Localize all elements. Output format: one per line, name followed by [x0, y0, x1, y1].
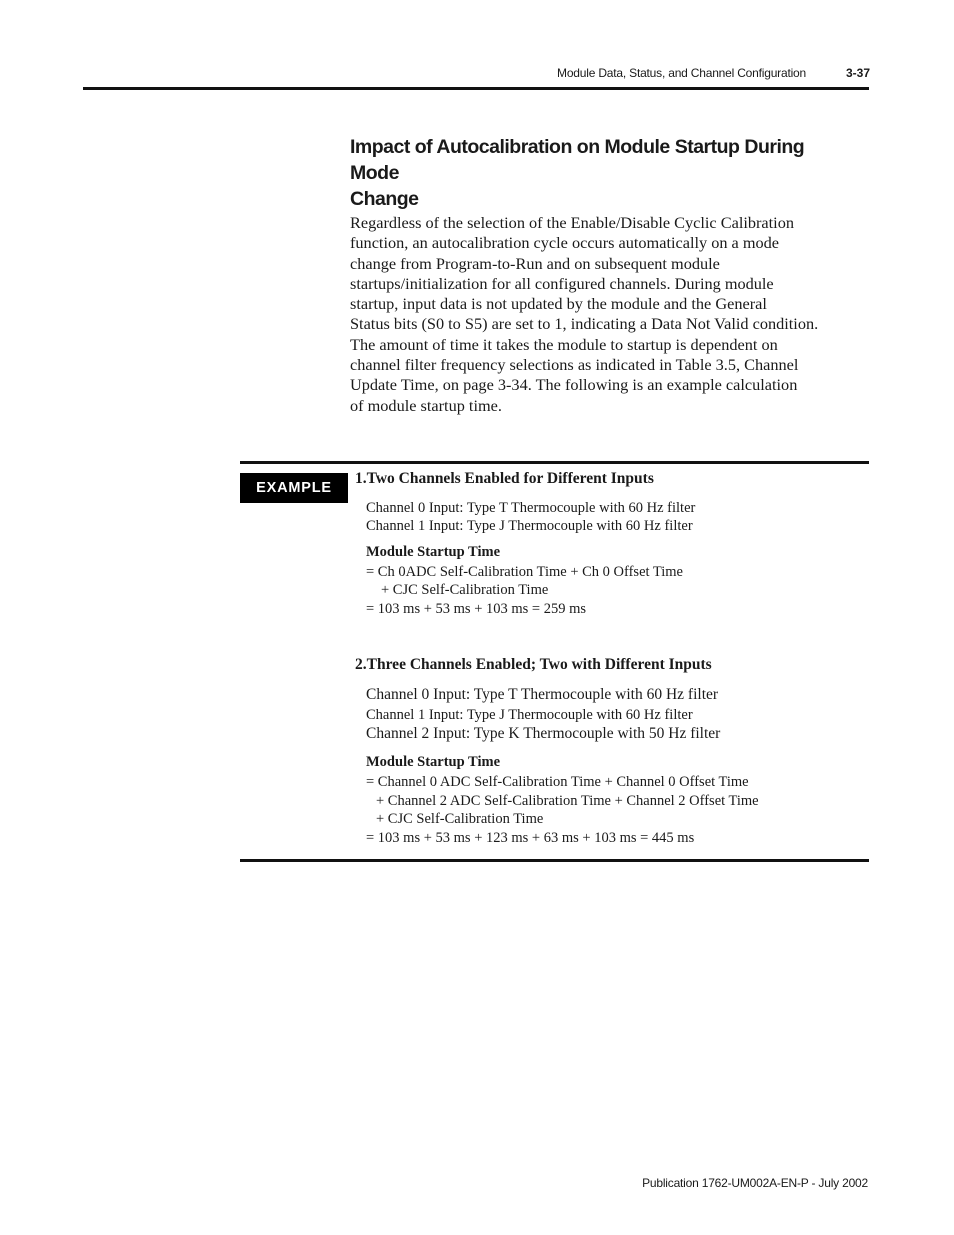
example-case1-calc: = 103 ms + 53 ms + 103 ms = 259 ms: [366, 601, 587, 617]
example-case1-input: Channel 1 Input: Type J Thermocouple with 60 Hz filter: [366, 518, 693, 534]
example-case1-calc: = Ch 0ADC Self-Calibration Time + Ch 0 Offset Time: [366, 564, 683, 580]
section-heading-line-1: Impact of Autocalibration on Module Startup During Mode: [350, 136, 805, 184]
example-case2-calc: = 103 ms + 53 ms + 123 ms + 63 ms + 103 ms = 445 ms: [366, 830, 695, 846]
body-line: startup, input data is not updated by the module and the General: [350, 294, 767, 314]
publication-footer: Publication 1762-UM002A-EN-P - July 2002: [642, 1176, 868, 1190]
example-case2-input: Channel 2 Input: Type K Thermocouple with 50 Hz filter: [366, 725, 721, 742]
section-heading: [350, 134, 850, 212]
example-case2-heading: 2.Three Channels Enabled; Two with Different Inputs: [355, 656, 712, 673]
body-line: Update Time, on page 3-34. The following is an example calculation: [350, 375, 798, 395]
body-line: Regardless of the selection of the Enable/Disable Cyclic Calibration: [350, 213, 794, 232]
header-rule: [83, 87, 869, 90]
example-case2-calc: = Channel 0 ADC Self-Calibration Time + Channel 0 Offset Time: [366, 774, 749, 790]
body-line: The amount of time it takes the module to startup is dependent on: [350, 334, 778, 354]
example-case1-heading: 1.Two Channels Enabled for Different Inputs: [355, 470, 654, 487]
example-badge: EXAMPLE: [240, 473, 348, 503]
body-line: startups/initialization for all configured channels. During module: [350, 273, 774, 293]
body-paragraph: [350, 213, 875, 416]
example-case1-calc: + CJC Self-Calibration Time: [381, 582, 549, 598]
body-line: change from Program-to-Run and on subsequent module: [350, 253, 720, 273]
body-line: function, an autocalibration cycle occurs automatically on a mode: [350, 233, 780, 253]
page-number: 3-37: [846, 66, 871, 80]
body-line: Status bits (S0 to S5) are set to 1, indicating a Data Not Valid condition.: [350, 314, 819, 334]
example-case2-input: Channel 0 Input: Type T Thermocouple with 60 Hz filter: [366, 686, 719, 703]
section-heading-line-2: Change: [350, 188, 419, 210]
example-bottom-rule: [240, 859, 869, 862]
running-header-title: Module Data, Status, and Channel Configuration: [557, 66, 806, 80]
example-case2-startup-label: Module Startup Time: [366, 754, 501, 770]
example-case1-input: Channel 0 Input: Type T Thermocouple with 60 Hz filter: [366, 500, 696, 516]
body-line: channel filter frequency selections as indicated in Table 3.5, Channel: [350, 355, 799, 375]
example-case2-input: Channel 1 Input: Type J Thermocouple with 60 Hz filter: [366, 707, 693, 723]
example-top-rule: [240, 461, 869, 464]
example-case1-startup-label: Module Startup Time: [366, 544, 501, 560]
example-case2-calc: + CJC Self-Calibration Time: [376, 811, 544, 827]
body-line: of module startup time.: [350, 395, 502, 415]
example-case2-calc: + Channel 2 ADC Self-Calibration Time + Channel 2 Offset Time: [376, 793, 759, 809]
